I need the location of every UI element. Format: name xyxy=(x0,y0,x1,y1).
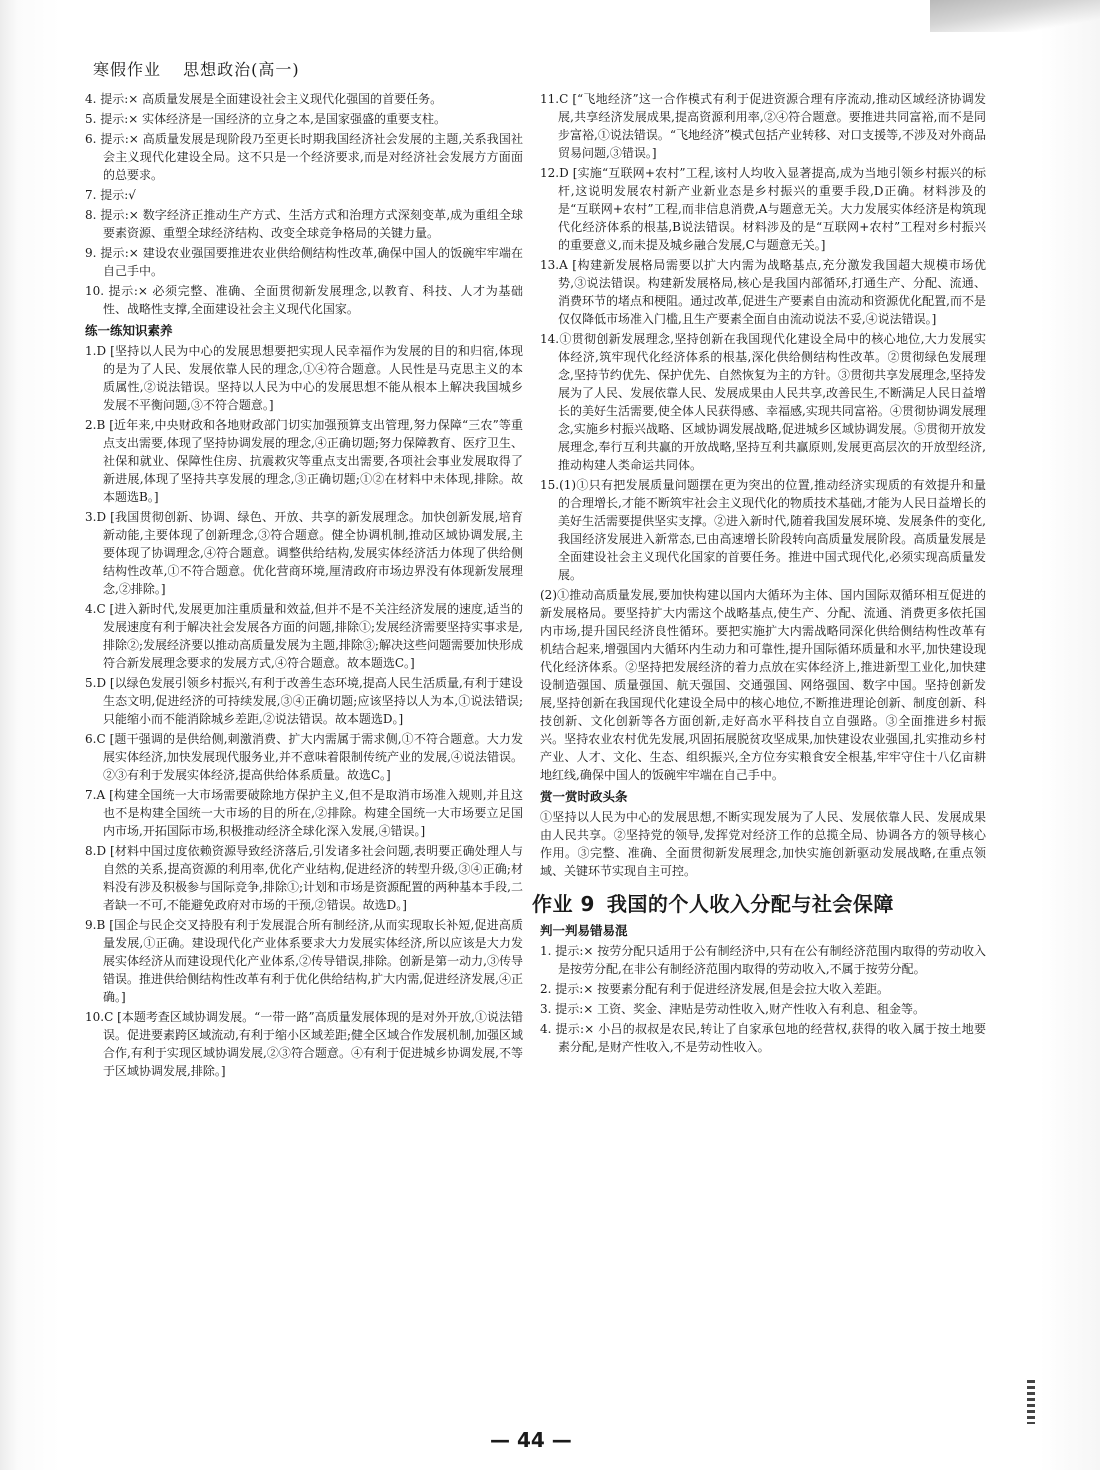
section-heading: 判一判易错易混 xyxy=(540,923,628,938)
answer-item: 13.A [构建新发展格局需要以扩大内需为战略基点,充分激发我国超大规模市场优势,③说法错误。构建新发展格局,核心是我国内部循环,打通生产、分配、流通、消费环节的堵点和梗阻。通过改革,促进生产要素自由流动和资源优化配置,而不是仅仅降低市场准入门槛,且生产要素全面自由流动说法不妥,④说法错误。] xyxy=(540,258,986,326)
answer-item: 11.C [“飞地经济”这一合作模式有利于促进资源合理有序流动,推动区域经济协调发展,共享经济发展成果,提高资源利用率,②④符合题意。要推进共同富裕,而不是同步富裕,①说法错误。“飞地经济”模式包括产业转移、对口支援等,不涉及对外商品贸易问题,③错误。] xyxy=(540,92,986,160)
section-heading: 练一练知识素养 xyxy=(85,323,173,338)
answer-item: 5. 提示:× 实体经济是一国经济的立身之本,是国家强盛的重要支柱。 xyxy=(85,112,446,126)
header-series: 寒假作业 xyxy=(93,60,162,79)
answer-item: 1. 提示:× 按劳分配只适用于公有制经济中,只有在公有制经济范围内取得的劳动收入是按劳分配,在非公有制经济范围内取得的劳动收入,不属于按劳分配。 xyxy=(540,944,986,976)
answer-item: (2)①推动高质量发展,要加快构建以国内大循环为主体、国内国际双循环相互促进的新发展格局。要坚持扩大内需这个战略基点,使生产、分配、流通、消费更多依托国内市场,提升国民经济良性循环。要把实施扩大内需战略同深化供给侧结构性改革有机结合起来,增强国内大循环内生动力和可靠性,提升国际循环质量和水平,加快建设现代化经济体系。②坚持把发展经济的着力点放在实体经济上,推进新型工业化,加快建设制造强国、质量强国、航天强国、交通强国、网络强国、数字中国。坚持创新发展,坚持创新在我国现代化建设全局中的核心地位,不断推进理论创新、制度创新、科技创新、文化创新等各方面创新,走好高水平科技自立自强路。③全面推进乡村振兴。坚持农业农村优先发展,巩固拓展脱贫攻坚成果,加快建设农业强国,扎实推动乡村产业、人才、文化、生态、组织振兴,全方位夯实粮食安全根基,牢牢守住十八亿亩耕地红线,确保中国人的饭碗牢牢端在自己手中。 xyxy=(540,588,986,782)
answer-item: 8.D [材料中国过度依赖资源导致经济落后,引发诸多社会问题,表明要正确处理人与自然的关系,提高资源的利用率,优化产业结构,促进经济的转型升级,③④正确;材料没有涉及积极参与国际竞争,排除①;计划和市场是资源配置的两种基本手段,二者缺一不可,不能避免政府对市场的干预,②错误。故选D。] xyxy=(85,844,523,912)
answer-item: 4. 提示:× 小吕的叔叔是农民,转让了自家承包地的经营权,获得的收入属于按土地要素分配,是财产性收入,不是劳动性收入。 xyxy=(540,1022,986,1054)
answer-item: 10. 提示:× 必须完整、准确、全面贯彻新发展理念,以教育、科技、人才为基础性、战略性支撑,全面建设社会主义现代化国家。 xyxy=(85,284,523,316)
answer-item: 6. 提示:× 高质量发展是现阶段乃至更长时期我国经济社会发展的主题,关系我国社会主义现代化建设全局。这不只是一个经济要求,而是对经济社会发展方方面面的总要求。 xyxy=(85,132,523,182)
right-column xyxy=(532,90,986,1058)
answer-item: 2.B [近年来,中央财政和各地财政部门切实加强预算支出管理,努力保障“三农”等重点支出需要,体现了坚持协调发展的理念,④正确切题;努力保障教育、医疗卫生、社保和就业、保障性住房、抗震救灾等重点支出需要,各项社会事业发展取得了新进展,体现了坚持共享发展的理念,③正确切题;①②在材料中未体现,排除。故本题选B。] xyxy=(85,418,523,504)
answer-item: 7.A [构建全国统一大市场需要破除地方保护主义,但不是取消市场准入规则,并且这也不是构建全国统一大市场的目的所在,②排除。构建全国统一大市场要立足国内市场,开拓国际市场,积极推动经济全球化深入发展,④错误。] xyxy=(85,788,523,838)
answer-item: ①坚持以人民为中心的发展思想,不断实现发展为了人民、发展依靠人民、发展成果由人民共享。②坚持党的领导,发挥党对经济工作的总揽全局、协调各方的领导核心作用。③完整、准确、全面贯彻新发展理念,加快实施创新驱动发展战略,在重点领域、关键环节实现自主可控。 xyxy=(540,810,986,878)
answer-item: 6.C [题干强调的是供给侧,刺激消费、扩大内需属于需求侧,①不符合题意。大力发展实体经济,加快发展现代服务业,并不意味着限制传统产业的发展,④说法错误。②③有利于发展实体经济,提高供给体系质量。故选C。] xyxy=(85,732,523,782)
answer-item: 14.①贯彻创新发展理念,坚持创新在我国现代化建设全局中的核心地位,大力发展实体经济,筑牢现代化经济体系的根基,深化供给侧结构性改革。②贯彻绿色发展理念,坚持节约优先、保护优先、自然恢复为主的方针。③贯彻共享发展理念,坚持发展为了人民、发展依靠人民、发展成果由人民共享,改善民生,不断满足人民日益增长的美好生活需要,使全体人民获得感、幸福感,实现共同富裕。④贯彻协调发展理念,实施乡村振兴战略、区域协调发展战略,促进城乡区域协调发展。⑤贯彻开放发展理念,奉行互利共赢的开放战略,坚持互利共赢原则,发展更高层次的开放型经济,推动构建人类命运共同体。 xyxy=(540,332,986,472)
assignment-title: 我国的个人收入分配与社会保障 xyxy=(606,892,894,916)
assignment-heading xyxy=(532,890,986,918)
page-number: — 44 — xyxy=(490,1428,572,1452)
answer-item: 7. 提示:√ xyxy=(85,188,136,202)
answer-item: 4. 提示:× 高质量发展是全面建设社会主义现代化强国的首要任务。 xyxy=(85,92,443,106)
answer-item: 9.B [国企与民企交叉持股有利于发展混合所有制经济,从而实现取长补短,促进高质量发展,①正确。建设现代化产业体系要求大力发展实体经济,所以应该是大力发展实体经济从而建设现代化产业体系,②传导错误,排除。创新是第一动力,③传导错误。推进供给侧结构性改革有利于优化供给结构,扩大内需,促进经济发展,④正确。] xyxy=(85,918,523,1004)
answer-item: 1.D [坚持以人民为中心的发展思想要把实现人民幸福作为发展的目的和归宿,体现的是为了人民、发展依靠人民的理念,①④符合题意。人民性是马克思主义的本质属性,②说法错误。坚持以人民为中心的发展思想不能从根本上解决我国城乡发展不平衡问题,③不符合题意。] xyxy=(85,344,523,412)
answer-item: 8. 提示:× 数字经济正推动生产方式、生活方式和治理方式深刻变革,成为重组全球要素资源、重塑全球经济结构、改变全球竞争格局的关键力量。 xyxy=(85,208,523,240)
answer-item: 5.D [以绿色发展引领乡村振兴,有利于改善生态环境,提高人民生活质量,有利于建设生态文明,促进经济的可持续发展,③④正确切题;应该坚持以人为本,①说法错误;只能缩小而不能消除城乡差距,②说法错误。故本题选D。] xyxy=(85,676,523,726)
answer-item: 3.D [我国贯彻创新、协调、绿色、开放、共享的新发展理念。加快创新发展,培育新动能,主要体现了创新理念,③符合题意。健全协调机制,推动区域协调发展,主要体现了协调理念,④符合题意。调整供给结构,发展实体经济活力体现了供给侧结构性改革,①不符合题意。优化营商环境,厘清政府市场边界没有体现新发展理念,②排除。] xyxy=(85,510,523,596)
running-header xyxy=(93,57,316,80)
section-heading: 赏一赏时政头条 xyxy=(540,789,628,804)
answer-item: 15.(1)①只有把发展质量问题摆在更为突出的位置,推动经济实现质的有效提升和量的合理增长,才能不断筑牢社会主义现代化的物质技术基础,才能为人民日益增长的美好生活需要提供坚实支撑。②进入新时代,随着我国发展环境、发展条件的变化,我国经济发展进入新常态,已由高速增长阶段转向高质量发展阶段。高质量发展是全面建设社会主义现代化国家的首要任务。推进中国式现代化,必须实现高质量发展。 xyxy=(540,478,986,582)
answer-item: 10.C [本题考查区域协调发展。“一带一路”高质量发展体现的是对外开放,①说法错误。促进要素跨区域流动,有利于缩小区域差距;健全区域合作发展机制,加强区域合作,有利于实现区域协调发展,②③符合题意。④有利于促进城乡协调发展,不等于区域协调发展,排除。] xyxy=(85,1010,523,1078)
answer-item: 12.D [实施“互联网+农村”工程,该村人均收入显著提高,成为当地引领乡村振兴的标杆,这说明发展农村新产业新业态是乡村振兴的重要手段,D正确。材料涉及的是“互联网+农村”工程,而非信息消费,A与题意无关。大力发展实体经济是构筑现代化经济体系的根基,B说法错误。材料涉及的是“互联网+农村”工程对乡村振兴的重要意义,而未提及城乡融合发展,C与题意无关。] xyxy=(540,166,986,252)
answer-item: 3. 提示:× 工资、奖金、津贴是劳动性收入,财产性收入有利息、租金等。 xyxy=(540,1002,925,1016)
answer-item: 9. 提示:× 建设农业强国要推进农业供给侧结构性改革,确保中国人的饭碗牢牢端在自己手中。 xyxy=(85,246,523,278)
answer-item: 4.C [进入新时代,发展更加注重质量和效益,但并不是不关注经济发展的速度,适当的发展速度有利于解决社会发展各方面的问题,排除①;发展经济需要坚持实事求是,排除②;发展经济要以推动高质量发展为主题,排除③;解决这些问题需要加快形成符合新发展理念要求的发展方式,④符合题意。故本题选C。] xyxy=(85,602,523,670)
margin-mark xyxy=(1027,1380,1035,1424)
answer-item: 2. 提示:× 按要素分配有利于促进经济发展,但是会拉大收入差距。 xyxy=(540,982,889,996)
page-corner-shadow xyxy=(930,0,1100,32)
left-column xyxy=(85,90,523,1082)
header-subject: 思想政治(高一) xyxy=(183,60,300,79)
assignment-number: 作业 9 xyxy=(532,892,595,916)
